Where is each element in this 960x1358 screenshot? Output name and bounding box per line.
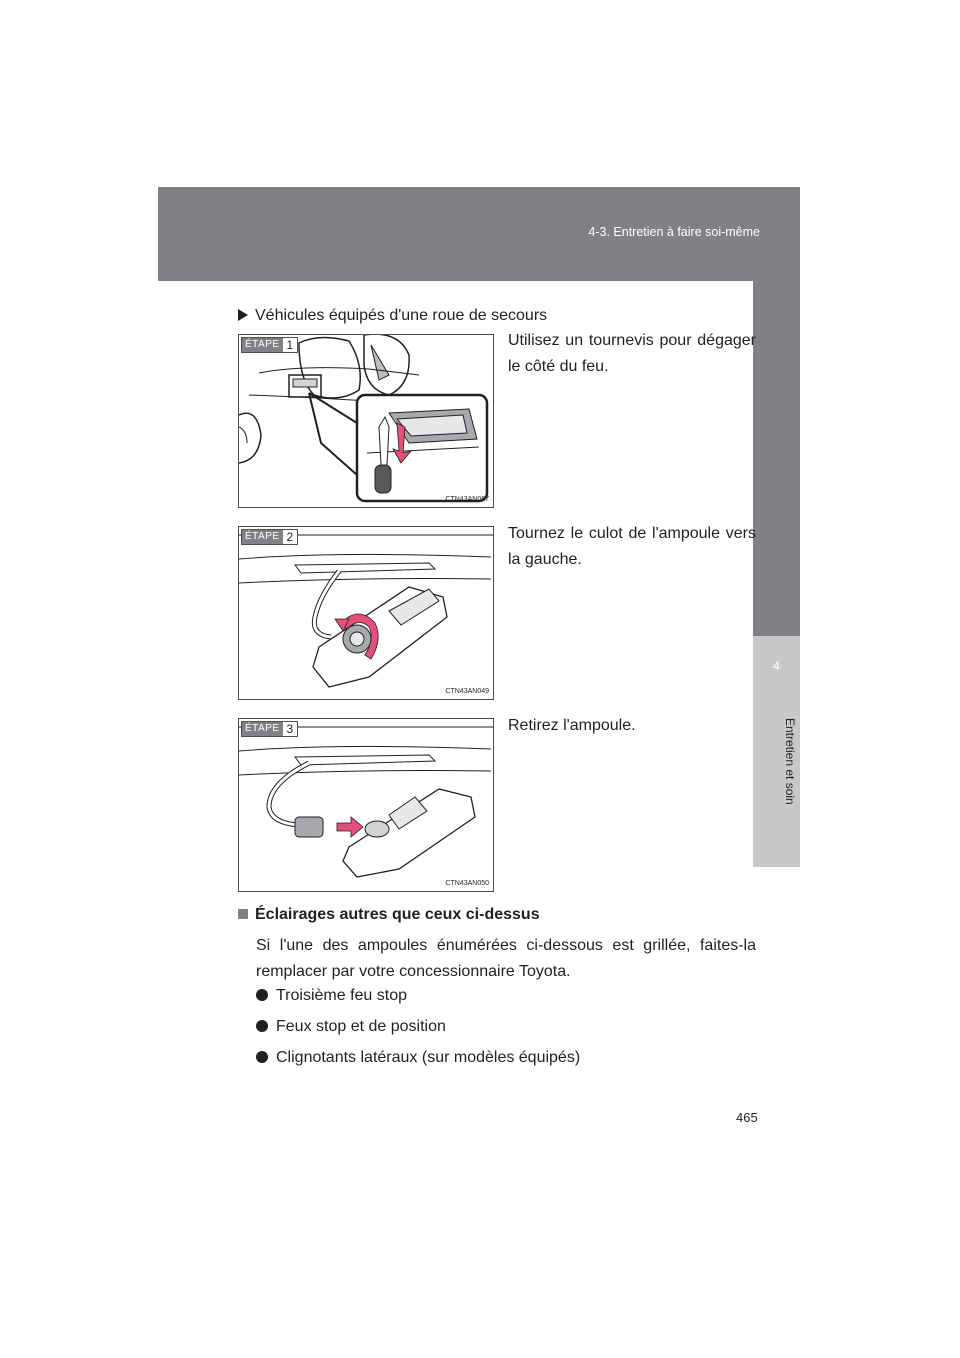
step-2-badge-label: ÉTAPE [242, 530, 283, 544]
step-2-illustration [239, 527, 494, 700]
step-2-figure-code: CTN43AN049 [445, 688, 489, 695]
step-1-badge [241, 337, 298, 353]
square-bullet-icon [238, 909, 248, 919]
step-1-figure [238, 334, 494, 508]
step-3-badge-number: 3 [283, 722, 298, 736]
list-item-text: Feux stop et de position [276, 1018, 446, 1035]
step-3-badge-label: ÉTAPE [242, 722, 283, 736]
bullet-dot-icon [256, 989, 268, 1001]
bullet-dot-icon [256, 1020, 268, 1032]
step-2-figure [238, 526, 494, 700]
step-2-badge-number: 2 [283, 530, 298, 544]
section-title: Éclairages autres que ceux ci-dessus [255, 906, 540, 923]
intro-line [238, 303, 547, 328]
chapter-side-tab [753, 281, 800, 867]
header-bar [158, 187, 800, 281]
step-3-illustration [239, 719, 494, 892]
intro-text: Véhicules équipés d'une roue de secours [255, 307, 548, 324]
step-1-badge-number: 1 [283, 338, 298, 352]
list-item [256, 1045, 580, 1070]
list-item [256, 1014, 446, 1039]
step-3-text: Retirez l'ampoule. [508, 717, 636, 734]
step-3-figure [238, 718, 494, 892]
step-1-illustration [239, 335, 494, 508]
list-item-text: Troisième feu stop [276, 987, 408, 1004]
chapter-number: 4 [773, 659, 780, 673]
step-1-badge-label: ÉTAPE [242, 338, 283, 352]
step-3-badge [241, 721, 298, 737]
page-number: 465 [736, 1110, 758, 1125]
triangle-marker-icon [238, 309, 248, 321]
step-1-figure-code: CTN43AN067 [445, 496, 489, 503]
step-3-figure-code: CTN43AN050 [445, 880, 489, 887]
step-1-text: Utilisez un tournevis pour dégager le côté du feu. [508, 332, 756, 375]
bullet-dot-icon [256, 1051, 268, 1063]
chapter-title: Entretien et soin [783, 718, 797, 805]
step-2-text: Tournez le culot de l'ampoule vers la gauche. [508, 525, 756, 568]
header-section-title: 4-3. Entretien à faire soi-même [588, 225, 760, 239]
list-item [256, 983, 407, 1008]
list-item-text: Clignotants latéraux (sur modèles équipés) [276, 1049, 581, 1066]
step-2-badge [241, 529, 298, 545]
section-heading [238, 902, 540, 927]
section-body: Si l'une des ampoules énumérées ci-dessous est grillée, faites-la remplacer par votre concessionnaire Toyota. [256, 937, 756, 980]
